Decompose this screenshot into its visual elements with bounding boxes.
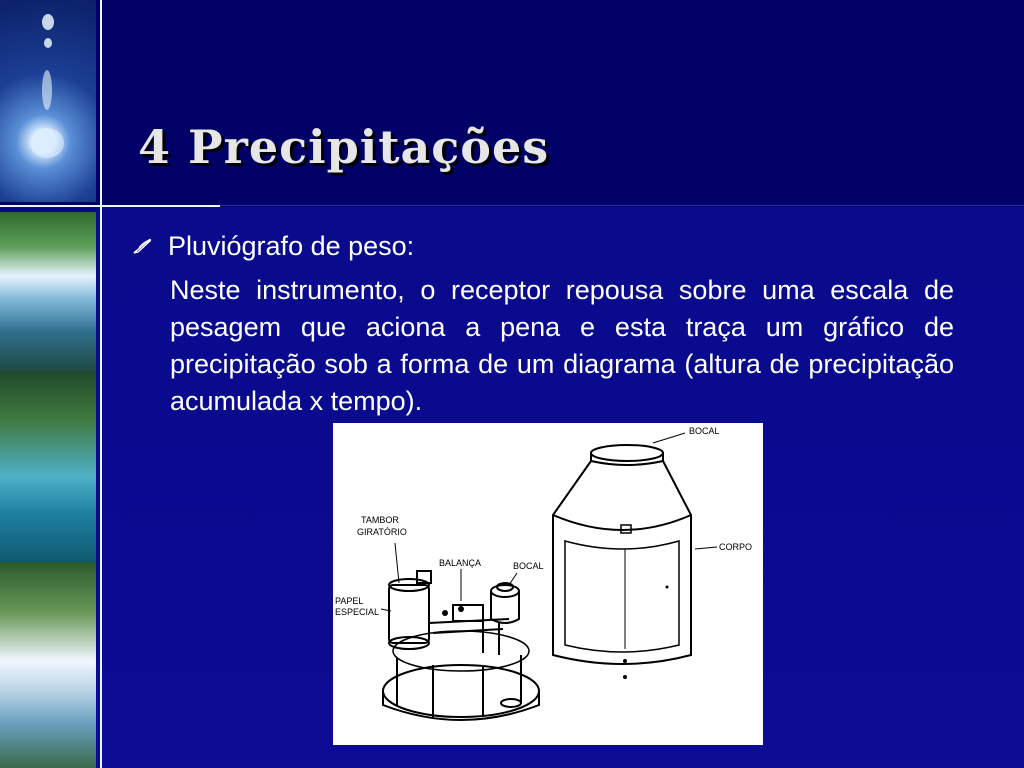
title-band — [0, 0, 1024, 205]
waterfall-photo-1 — [0, 212, 96, 372]
paragraph-text: Neste instrumento, o receptor repousa sobre uma escala de pesagem que aciona a pena e esta traça um gráfico de precipitação sob a forma de um diagrama (altura de precipitação acumulada x tempo). — [170, 275, 954, 416]
bullet-text: Pluviógrafo de peso: — [168, 230, 415, 261]
waterfall-photo-2 — [0, 562, 96, 768]
water-drop-photo — [0, 0, 96, 202]
horizontal-divider — [0, 205, 220, 207]
weighing-rain-gauge-figure — [333, 423, 763, 745]
label-corpo: CORPO — [719, 542, 753, 552]
label-balanca: BALANÇA — [439, 558, 482, 568]
label-tambor-line2: GIRATÓRIO — [357, 527, 407, 537]
label-tambor-line1: TAMBOR — [361, 515, 399, 525]
label-bocal-small: BOCAL — [513, 561, 544, 571]
quill-pen-icon — [132, 237, 152, 255]
label-bocal-top: BOCAL — [689, 426, 720, 436]
vertical-divider — [100, 0, 102, 768]
description-paragraph — [170, 272, 954, 420]
photo-strip — [0, 0, 96, 768]
slide-title: 4 Precipitações — [138, 120, 550, 174]
river-photo — [0, 372, 96, 562]
label-papel-line2: ESPECIAL — [335, 607, 380, 617]
rain-gauge-drawing — [333, 423, 763, 745]
label-papel-line1: PAPEL — [335, 596, 364, 606]
bullet-item — [132, 228, 414, 264]
